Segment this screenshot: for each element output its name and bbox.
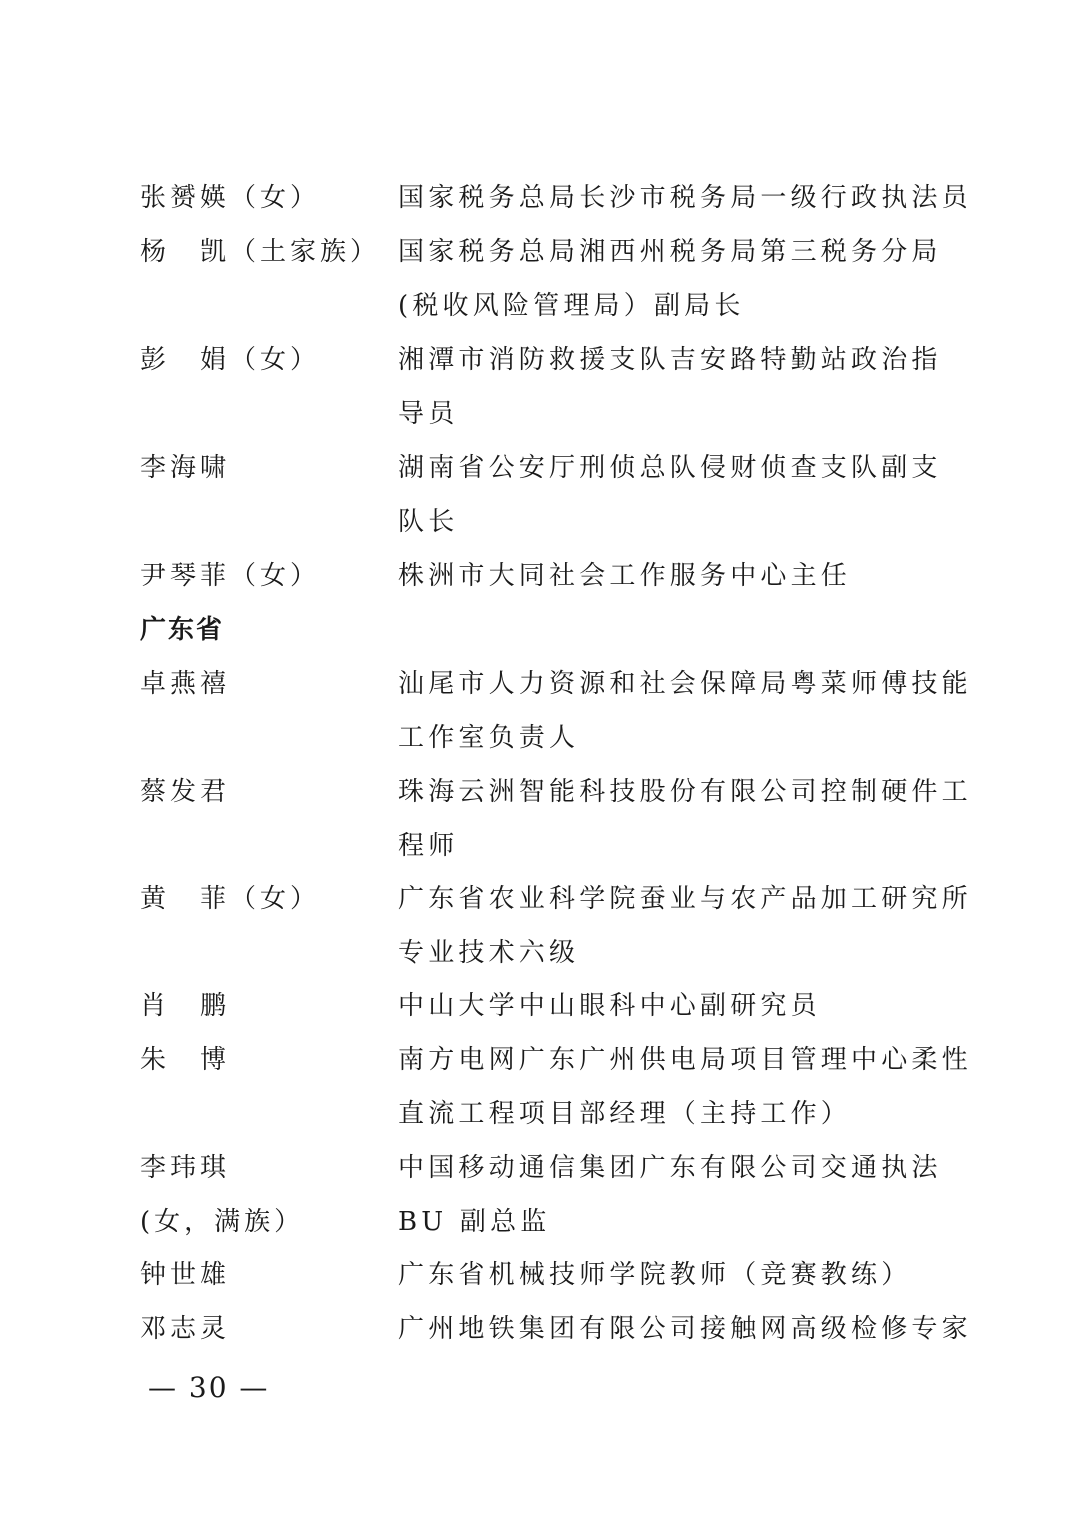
person-name: 卓燕禧: [140, 669, 231, 699]
person-name: 钟世雄: [140, 1260, 231, 1290]
person-name: 张赟媖（女）: [140, 183, 321, 213]
person-position: 中国移动通信集团广东有限公司交通执法: [398, 1153, 942, 1183]
section-heading: 广东省: [140, 615, 225, 645]
person-position: 湘潭市消防救援支队吉安路特勤站政治指: [398, 345, 942, 375]
person-position: 湖南省公安厅刑侦总队侵财侦查支队副支: [398, 453, 942, 483]
person-position: 广东省农业科学院蚕业与农产品加工研究所: [398, 884, 972, 914]
person-name: 肖 鹏: [140, 991, 231, 1021]
person-position: 中山大学中山眼科中心副研究员: [398, 991, 821, 1021]
person-name: 黄 菲（女）: [140, 884, 321, 914]
person-name: 尹琴菲（女）: [140, 561, 321, 591]
person-position-continued: 队长: [398, 507, 459, 537]
person-name: 蔡发君: [140, 777, 231, 807]
person-position-continued: 专业技术六级: [398, 938, 580, 968]
person-name: 李海啸: [140, 453, 231, 483]
person-position-continued: 工作室负责人: [398, 723, 580, 753]
person-name: 彭 娟（女）: [140, 345, 321, 375]
person-position: 汕尾市人力资源和社会保障局粤菜师傅技能: [398, 669, 972, 699]
person-position: 广州地铁集团有限公司接触网高级检修专家: [398, 1314, 972, 1344]
person-position: 国家税务总局湘西州税务局第三税务分局: [398, 237, 942, 267]
person-position: 株洲市大同社会工作服务中心主任: [398, 561, 852, 591]
page-number: — 30 —: [148, 1371, 270, 1404]
person-name: 李玮琪: [140, 1153, 231, 1183]
person-name: 杨 凯（土家族）: [140, 237, 381, 267]
person-position: 国家税务总局长沙市税务局一级行政执法员: [398, 183, 972, 213]
person-position-continued: 直流工程项目部经理（主持工作）: [398, 1099, 852, 1129]
person-position-continued: 导员: [398, 399, 459, 429]
person-position-continued: BU 副总监: [398, 1207, 551, 1237]
person-name: 朱 博: [140, 1045, 231, 1075]
person-position: 南方电网广东广州供电局项目管理中心柔性: [398, 1045, 972, 1075]
person-position-continued: 程师: [398, 831, 459, 861]
person-position-continued: (税收风险管理局）副局长: [398, 291, 745, 321]
person-name: 邓志灵: [140, 1314, 231, 1344]
person-position: 广东省机械技师学院教师（竞赛教练）: [398, 1260, 912, 1290]
person-position: 珠海云洲智能科技股份有限公司控制硬件工: [398, 777, 972, 807]
person-name-continued: (女，满族）: [140, 1207, 305, 1237]
